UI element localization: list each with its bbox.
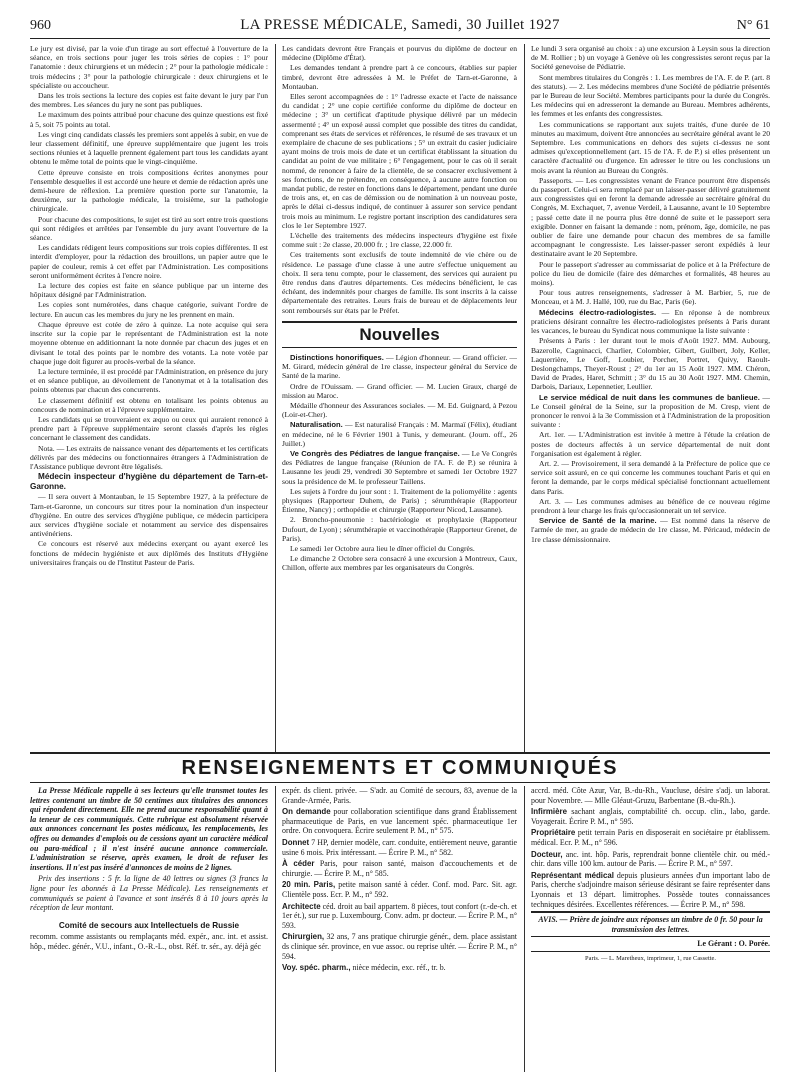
ad-lead: Docteur,	[531, 849, 563, 859]
ad-text: petite maison santé à céder. Conf. mod. Parc. Sit. agr. Clientèle poss. Ecr. P. M., n° 592.	[282, 880, 517, 899]
ad-text: sachant anglais, comptabilité ch. occup. clin., labo, garde. Voyagerait. Écrire P. M., n° 595.	[531, 807, 770, 826]
comite-text: recomm. comme assistants ou remplaçants méd. expér., anc. int. et assist. hôp., médec. génér., V.U., infant., O.-R.-L., obst. Réf. tr. sér., ay. déjà géc	[30, 932, 268, 951]
banner-title: RENSEIGNEMENTS ET COMMUNIQUÉS	[181, 757, 619, 779]
news-item	[531, 393, 770, 430]
page-header	[30, 16, 770, 39]
news-item	[531, 308, 770, 336]
page-number: 960	[30, 18, 51, 33]
ad-text: depuis plusieurs années d'un important labo de Paris, cherche s'adjoindre maison sérieuse désirant se faire représenter dans Lyonnais et 13 départ. limitrophes. Possède toutes connaissances techniques désirées. Excellentes références. — Écrire P. M., n° 598.	[531, 870, 770, 909]
paragraph: Nota. — Les extraits de naissance venant des départements et les certificats délivrés par des médecins ou fonctionnaires étrangers à l'Administration de l'Assistance publique devront être légalisés.	[30, 443, 268, 471]
column-rule	[524, 786, 525, 1072]
avis-notice: AVIS. — Prière de joindre aux réponses un timbre de 0 fr. 50 pour la transmission des lettres.	[531, 911, 770, 937]
ad-lead: Chirurgien,	[282, 932, 325, 942]
paragraph: Présents à Paris : 1er durant tout le mois d'Août 1927. MM. Aubourg, Bazerolle, Cagninacci, Charlier, Colombier, Gibert, Guilbert, Joly, Keller, Laquerrière, Le Goff, Loubier, Porcher, Portret, Quivy, Raoult-Deslongchamps, Theyer-Roust ; 2° du 1er au 15 Août 1927. MM. Chéron, David de Prades, Haret, Schmitt ; 3° du 15 au 30 Août 1927. MM. Chemin, Darbois, Dariaux, Lepennetier, Leullier.	[531, 336, 770, 392]
news-runin: Distinctions honorifiques.	[290, 352, 384, 362]
paragraph: Les candidats devront être Français et pourvus du diplôme de docteur en médecine (Diplôme d'État).	[282, 44, 517, 63]
paragraph: 2. Broncho-pneumonie : bactériologie et prophylaxie (Rapporteur Dufourt, de Lyon) ; sérumthérapie et vaccinothérapie (Rapporteur Grenet, de Paris).	[282, 515, 517, 543]
paragraph: Elles seront accompagnées de : 1° l'adresse exacte et l'acte de naissance du candidat ; 2° une copie certifiée conforme du diplôme de docteur en médecine ; 3° un certificat d'aptitude physique délivré par un médecin assermenté ; 4° un exposé aussi complet que possible des titres du candidat, comprenant ses états de services et références, le résumé de ses travaux et un exemplaire de chacune de ses publications ; 5° un extrait du casier judiciaire ayant moins de trois mois de date et un certificat établissant la situation du candidat au point de vue militaire ; 6° l'engagement, pour le cas où il serait nommé, de renoncer à faire de la clientèle, de se consacrer exclusivement à ses fonctions, de ne prétendre, en conséquence, à aucune autre fonction ou mandat public, de rester en fonctions dans le département, pendant une durée de trois ans, et, en cas de démission ou de nomination à un nouveau poste, après le délai ci-dessus indiqué, de continuer à assurer son service pendant trois mois au minimum. Le registre portant inscription des candidatures sera clos le 1er Septembre 1927.	[282, 92, 517, 230]
classified-ad	[531, 786, 770, 805]
classified-ad	[282, 838, 517, 857]
rens-intro: La Presse Médicale rappelle à ses lecteurs qu'elle transmet toutes les lettres contenant un timbre de 50 centimes aux titulaires des annonces qui répondent directement. Elle ne prend aucune responsabilité quant à la teneur de ces communiqués. Cette rubrique est absolument réservée aux annonces concernant les postes médicaux, les remplacements, les offres ou demandes d'emplois ou de cessions ayant un caractère médical ou para-médical ; il n'est inséré aucune annonce commerciale. L'administration se réserve, après examen, le droit de refuser les insertions. Il n'est pas inséré d'annonces de moins de 2 lignes.	[30, 786, 268, 872]
paragraph: Le maximum des points attribué pour chacune des quinze questions est fixé à 5, soit 75 points au total.	[30, 110, 268, 129]
paragraph: Les communications se rapportant aux sujets traités, d'une durée de 10 minutes au maximum, doivent être annoncées au secrétaire général avant le 20 Septembre. Les communications en dehors des sujets ci-dessus ne sont admises qu'exceptionnellement (art. 15 de l'A. F. de P.) si elles présentent un caractère d'actualité ou d'urgence. En adresser le titre ou les conclusions un mois avant la réunion au Bureau du Congrès.	[531, 119, 770, 175]
news-item	[282, 420, 517, 448]
ad-text: nièce médecin, exc. réf., tr. b.	[350, 963, 446, 973]
paragraph: Art. 1er. — L'Administration est invitée à mettre à l'étude la création de postes de docteurs affectés à un service départemental de nuit dont l'organisation est également à régler.	[531, 430, 770, 458]
classified-ad	[282, 932, 517, 961]
rens-column-2	[282, 786, 517, 1072]
ad-lead: On demande	[282, 807, 331, 817]
paragraph: Cette épreuve consiste en trois compositions écrites anonymes pour l'ensemble desquelles il est accordé une heure et demie de rédaction après une demi-heure de réflexion. La première question porte sur l'anatomie, la deuxième, sur la pathologie médicale, la troisième, sur la pathologie chirurgicale.	[30, 167, 268, 214]
ad-lead: Infirmière	[531, 807, 567, 817]
paragraph: Les demandes tendant à prendre part à ce concours, établies sur papier timbré, devront être adressées à M. le Préfet de Tarn-et-Garonne, à Montauban.	[282, 63, 517, 91]
news-text: — Est naturalisé Français : M. Marmaï (Félix), étudiant en médecine, né le 6 Février 1901 à Tunis, y demeurant. (Journ. off., 26 Juillet.)	[282, 420, 517, 448]
column-1	[30, 44, 268, 752]
paragraph: Le samedi 1er Octobre aura lieu le dîner officiel du Congrès.	[290, 543, 475, 553]
paragraph: Pour tous autres renseignements, s'adresser à M. Barbier, 5, rue de Monceau, et à M. J. Hallé, 100, rue du Bac, Paris (6e).	[531, 288, 770, 307]
classified-ad	[531, 850, 770, 869]
paragraph: Dans les trois sections la lecture des copies est faite devant le jury par l'un des membres. Les séances du jury ne sont pas publiques.	[30, 91, 268, 110]
paragraph: Les candidats qui se trouveraient ex æquo ou ceux qui auraient renoncé à prendre part à l'épreuve supplémentaire seront classés d'après les règles concernant le classement des candidats.	[30, 414, 268, 443]
paragraph: L'échelle des traitements des médecins inspecteurs d'hygiène est fixée comme suit : 2e classe, 20.000 fr. ; 1re classe, 22.000 fr.	[282, 231, 517, 250]
ad-text: petit terrain Paris en disposerait en sociétaire pr établissem. médical. Ecr. P. M., n° 596.	[531, 828, 770, 847]
news-item	[282, 449, 517, 486]
classified-ad	[282, 880, 517, 899]
ad-text: céd. droit au bail appartem. 8 pièces, tout confort (r.-de-ch. et 1er ét.), sur rue p. Luxembourg. Conv. adm. pr docteur. — Écrire P. M., n° 593.	[282, 901, 517, 930]
paragraph: Le dimanche 2 Octobre sera consacré à une excursion à Montreux, Caux, Chillon, offerte aux membres par les organisateurs du Congrès.	[282, 554, 517, 573]
paragraph: Pour le passeport s'adresser au commissariat de police et à la Préfecture de police du lieu de domicile (faire des démarches et formalités, 48 heures au moins).	[531, 259, 770, 288]
classified-ad	[282, 963, 517, 973]
news-item	[282, 401, 517, 419]
classified-ad	[531, 871, 770, 909]
ad-lead: Voy. spéc. pharm.,	[282, 963, 351, 973]
journal-title: LA PRESSE MÉDICALE, Samedi, 30 Juillet 1927	[240, 17, 560, 33]
paragraph: Art. 2. — Provisoirement, il sera demandé à la Préfecture de police que ce service soit assuré, en ce qui concerne les communes touchant Paris et qui en feront la demande, par le corps médical spécialisé fonctionnant actuellement dans Paris.	[531, 458, 770, 496]
paragraph: Ces traitements sont exclusifs de toute indemnité de vie chère ou de résidence. Le passage d'une classe à une autre s'effectue uniquement au choix. Il sera tenu compte, pour le classement, des services qui auraient pu être rendus dans d'autres départements. Ces médecins bénéficient, le cas échéant, des indemnités pour charges de famille. Ils sont inscrits à la caisse départementale des retraites. Leurs frais de bureau et de déplacements leur sont remboursés sur états par le Préfet.	[282, 250, 517, 315]
comite-heading: Comité de secours aux Intellectuels de Russie	[58, 920, 240, 930]
paragraph: Pour chacune des compositions, le sujet est tiré au sort entre trois questions qui sont rédigées et arrêtées par l'ensemble du jury avant l'ouverture de la séance.	[30, 214, 268, 243]
classified-ad	[282, 859, 517, 878]
news-item	[282, 353, 517, 381]
news-text: — Le Conseil général de la Seine, sur la proposition de M. Cresp, vient de prononcer le renvoi à la 3e Commission et à l'Administration de la proposition suivante :	[531, 392, 770, 430]
paragraph: Le classement définitif est obtenu en totalisant les points obtenus au concours de nomination et à l'épreuve supplémentaire.	[30, 395, 268, 414]
classified-ad	[531, 828, 770, 847]
column-rule	[524, 44, 525, 752]
paragraph: Sont membres titulaires du Congrès : 1. Les membres de l'A. F. de P. (art. 8 des statuts). — 2. Les médecins membres d'une Société de pédiatrie présentés par le Bureau de leur Société. Membres participants pour la durée du Congrès. Les médecins qui en adresseront la demande au Bureau. Membres adhérents, les femmes et les enfants des congressistes.	[531, 72, 770, 119]
news-item	[282, 382, 517, 400]
paragraph: Les sujets à l'ordre du jour sont : 1. Traitement de la poliomyélite : agents physiques (Rapporteur Duhem, de Paris) ; sérumthérapie (Rapporteur Étienne, Nancy) ; orthopédie et chirurgie (Rapporteur Nicod, Lausanne).	[282, 486, 517, 515]
classified-ad	[282, 786, 517, 805]
renseignements-banner	[30, 752, 770, 783]
nouvelles-heading: Nouvelles	[282, 321, 517, 348]
ad-text: 7 HP, dernier modèle, carr. conduite, entièrement neuve, garantie usine 6 mois. Prix intéressant. — Écrire P. M., n° 582.	[282, 837, 517, 857]
ad-text: Paris, pour raison santé, maison d'accouchements et de chirurgie. — Écrire P. M., n° 585.	[282, 859, 517, 878]
ad-lead: Représentant médical	[531, 870, 614, 880]
gerant-line: Le Gérant : O. Porée.	[697, 939, 770, 949]
ad-lead: 20 min. Paris,	[282, 880, 336, 890]
classified-ad	[531, 807, 770, 826]
news-text: — Le Ve Congrès des Pédiatres de langue française (Réunion de l'A. F. de P.) se réunira à Lausanne les jeudi 29, vendredi 30 Septembre et samedi 1er Octobre 1927 sous la présidence de M. le professeur Taillens.	[282, 448, 517, 486]
rens-tarif: Prix des insertions : 5 fr. la ligne de 40 lettres ou signes (3 francs la ligne pour les abonnés à La Presse Médicale). Les renseignements et communiqués se paient à l'avance et sont insérés 8 à 10 jours après la réception de leur montant.	[30, 874, 268, 913]
paragraph: La lecture des copies est faite en séance publique par un interne des hôpitaux désigné par l'Administration.	[30, 281, 268, 300]
paragraph: Ce concours est réservé aux médecins exerçant ou ayant exercé les fonctions de médecin hygiéniste et aux diplômés des Instituts d'Hygiène universitaires français ou de l'Institut Pasteur de Paris.	[30, 539, 268, 567]
paragraph: Le jury est divisé, par la voie d'un tirage au sort effectué à l'ouverture de la séance, en trois sections pour juger les trois séries de copies : 1° pour l'anatomie : deux chirurgiens et un médecin ; 2° pour la pathologie médicale : trois médecins ; 3° pour la pathologie chirurgicale : deux chirurgiens et le spécialiste ou accoucheur.	[30, 44, 268, 90]
news-text: — En réponse à de nombreux praticiens désirant connaître les électro-radiologistes présents à Paris durant les vacances, le bureau du Syndicat nous communique la liste suivante :	[531, 307, 770, 336]
news-text: Ordre de l'Ouissam. — Grand officier. — M. Lucien Graux, chargé de mission au Maroc.	[282, 381, 517, 400]
column-2	[282, 44, 517, 752]
news-text: — Légion d'honneur. — Grand officier. — M. Girard, médecin général de 1re classe, inspecteur général du Service de Santé de la marine.	[282, 352, 517, 381]
ad-lead: Architecte	[282, 901, 321, 911]
news-item	[531, 516, 770, 544]
paragraph: Les copies sont numérotées, dans chaque catégorie, suivant l'ordre de lecture. En aucun cas les membres du jury ne les prennent en main.	[30, 300, 268, 319]
classified-ad	[282, 902, 517, 931]
column-rule	[275, 44, 276, 752]
column-rule	[275, 786, 276, 1072]
issue-number: N° 61	[736, 18, 770, 33]
news-text: — Est nommé dans la réserve de l'armée de mer, au grade de médecin de 1re classe, M. Péricaud, médecin de 1re classe démissionnaire.	[531, 516, 770, 544]
ad-text: expér. ds client. privée. — S'adr. au Comité de secours, 83, avenue de la Grande-Armée, Paris.	[282, 786, 517, 805]
rens-column-3	[531, 786, 770, 1072]
column-3	[531, 44, 770, 752]
paragraph: La lecture terminée, il est procédé par l'Administration, en présence du jury et en séance publique, au dévoilement de l'anonymat et à la totalisation des points obtenus par chacun des concurrents.	[30, 366, 268, 395]
ad-lead: À céder	[282, 859, 315, 869]
ad-text: pour collaboration scientifique dans grand Établissement pharmaceutique de Paris, en vue lancement spéc. pharmaceutique 1er ordre. On convoquera. Écrire seulement P. M., n° 575.	[282, 807, 517, 836]
ad-text: accrd. méd. Côte Azur, Var, B.-du-Rh., Vaucluse, désire s'adj. un laborat. pour Novembre. — Mlle Gléaut-Gruzu, Barbentane (B.-du-Rh.).	[531, 786, 770, 805]
sante-marine-heading: Service de Santé de la marine.	[539, 516, 657, 526]
ad-text: 32 ans, 7 ans pratique chirurgie génér., dem. place assistant ds clinique sér. province, en vue assoc. ou reprise ultér. — Écrire P. M., n° 594.	[282, 932, 517, 961]
news-runin: Naturalisation.	[290, 420, 343, 430]
classified-ad	[282, 807, 517, 836]
ad-text: anc. int. hôp. Paris, reprendrait bonne clientèle chir. ou méd.-chir. dans ville 100 km. autour de Paris. — Écrire P. M., n° 597.	[531, 849, 770, 869]
paragraph: Les candidats rédigent leurs compositions sur trois copies différentes. Il est interdit d'employer, pour la rédaction des brouillons, un papier autre que le papier de couleur, remis à cet effet par l'Administration. Les compositions seront uniformément écrites à l'encre noire.	[30, 243, 268, 280]
radiologistes-heading: Médecins électro-radiologistes.	[539, 307, 657, 317]
section-heading-inspecteur-hygiene: Médecin inspecteur d'hygiène du département de Tarn-et-Garonne.	[30, 472, 268, 491]
printer-line: Paris. — L. Maretheux, imprimeur, 1, rue Cassette.	[531, 951, 770, 964]
service-nuit-heading: Le service médical de nuit dans les communes de banlieue.	[539, 392, 760, 402]
paragraph: Chaque épreuve est cotée de zéro à quinze. La note acquise qui sera inscrite sur la copie par le représentant de l'Administration est la note moyenne obtenue en additionnant la note donnée par chacun des juges et en divisant le total des points par le nombre des votants. La note votée par chaque juge doit figurer au procès-verbal de la séance.	[30, 319, 268, 366]
paragraph: Art. 3. — Les communes admises au bénéfice de ce nouveau régime prendront à leur charge les frais qu'occasionnerait un tel service.	[531, 496, 770, 515]
pediatres-heading: Ve Congrès des Pédiatres de langue française.	[290, 448, 460, 458]
rens-column-1	[30, 786, 268, 1072]
paragraph: Le lundi 3 sera organisé au choix : a) une excursion à Leysin sous la direction de M. Rollier ; b) un voyage à Genève où les congressistes seront reçus par la Société genevoise de Pédiatrie.	[531, 44, 770, 72]
ad-lead: Propriétaire	[531, 828, 576, 838]
paragraph: Les vingt cinq candidats classés les premiers sont appelés à subir, en vue de leur classement définitif, une épreuve supplémentaire que jugent les trois sections réunies et à laquelle prennent également part tous les candidats ayant obtenu le même total de points que le vingt-cinquième.	[30, 129, 268, 167]
ad-lead: Donnet	[282, 837, 310, 847]
news-text: Médaille d'honneur des Assurances sociales. — M. Ed. Guignard, à Pezou (Loir-et-Cher).	[282, 400, 517, 420]
paragraph: — Il sera ouvert à Montauban, le 15 Septembre 1927, à la préfecture de Tarn-et-Garonne, un concours sur titres pour la nomination d'un inspecteur d'hygiène. En outre des services d'hygiène publique, ce médecin participera aux services d'hygiène sociale et notamment au service des dispensaires antivénériens.	[30, 492, 268, 539]
paragraph: Passeports. — Les congressistes venant de France pourront être dispensés du passeport. Celui-ci sera remplacé par un laisser-passer délivré gratuitement aux congressistes qui en feront la demande adressée au secrétaire général du Congrès, M. Exchaquet, 7, avenue Verdeil, à Lausanne, avant le 10 Septembre ; passé cette date il ne pourra plus être donné de suite et le passeport sera exigible. Donner en faisant la demande : nom, prénom, âge, domicile, ne pas oublier de faire une demande pour chacun des membres de sa famille accompagnant le congressiste. Les laisser-passer seront expédiés à leur destinataire avant le 20 Septembre.	[531, 175, 770, 259]
